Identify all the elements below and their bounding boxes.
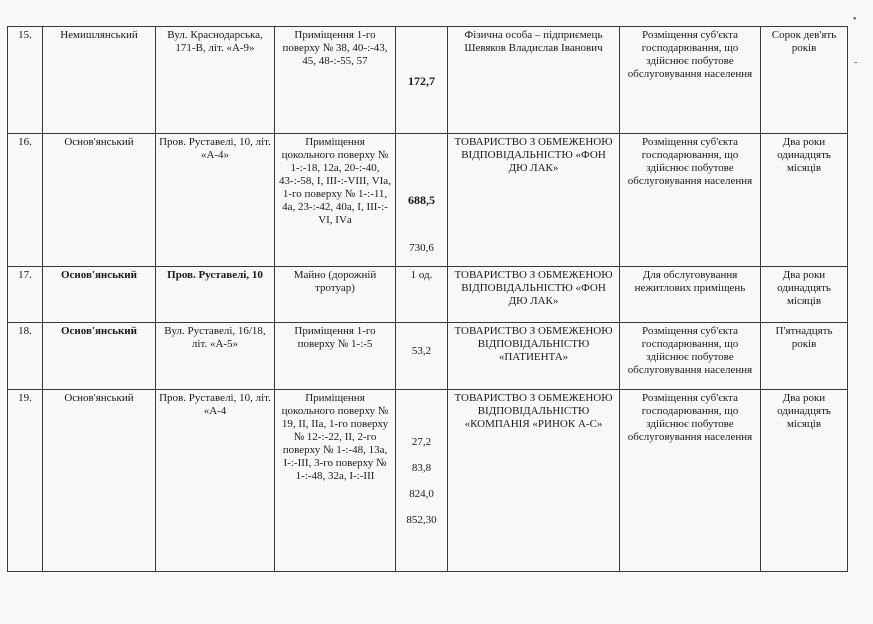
area-value: 83,8 <box>411 462 432 474</box>
table-row <box>8 390 848 572</box>
row-number: 19. <box>8 390 43 572</box>
term-cell: Два роки одинадцять місяців <box>761 134 848 267</box>
address-cell: Вул. Руставелі, 16/18, літ. «А-5» <box>156 323 275 390</box>
premises-cell: Майно (дорожній тротуар) <box>275 267 396 323</box>
area-value: 27,2 <box>411 436 432 448</box>
address-cell: Пров. Руставелі, 10, літ. «А-4» <box>156 134 275 267</box>
table-row <box>8 27 848 134</box>
row-number: 18. <box>8 323 43 390</box>
term-cell: Два роки одинадцять місяців <box>761 390 848 572</box>
premises-cell: Приміщення 1-го поверху № 38, 40-:-43, 45, 48-:-55, 57 <box>275 27 396 134</box>
district-cell: Основ'янський <box>43 323 156 390</box>
purpose-cell: Розміщення суб'єкта господарювання, що здійснює побутове обслуговування населення <box>620 134 761 267</box>
premises-cell: Приміщення цокольного поверху № 1-:-18, 12а, 20-:-40, 43-:-58, І, ІІІ-:-VIII, VІа, 1-го поверху № 1-:-11, 4а, 23-:-42, 40а, І, ІІІ-:-VІ, ІVа <box>275 134 396 267</box>
term-cell: Сорок дев'ять років <box>761 27 848 134</box>
district-cell: Основ'янський <box>43 134 156 267</box>
purpose-cell: Розміщення суб'єкта господарювання, що здійснює побутове обслуговування населення <box>620 390 761 572</box>
address-cell: Пров. Руставелі, 10, літ. «А-4 <box>156 390 275 572</box>
scan-speck: - <box>854 57 858 68</box>
area-value: 824,0 <box>409 488 434 500</box>
term-cell: П'ятнадцять років <box>761 323 848 390</box>
term-cell: Два роки одинадцять місяців <box>761 267 848 323</box>
tenant-cell: Фізична особа – підприємець Шевяков Владислав Іванович <box>448 27 620 134</box>
purpose-cell: Розміщення суб'єкта господарювання, що здійснює побутове обслуговування населення <box>620 323 761 390</box>
tenant-cell: ТОВАРИСТВО З ОБМЕЖЕНОЮ ВІДПОВІДАЛЬНІСТЮ «КОМПАНІЯ «РИНОК А-С» <box>448 390 620 572</box>
district-cell: Основ'янський <box>43 267 156 323</box>
tenant-cell: ТОВАРИСТВО З ОБМЕЖЕНОЮ ВІДПОВІДАЛЬНІСТЮ «ФОН ДЮ ЛАК» <box>448 267 620 323</box>
area-value: 53,2 <box>411 345 432 357</box>
lease-register-table <box>7 26 848 572</box>
premises-cell: Приміщення 1-го поверху № 1-:-5 <box>275 323 396 390</box>
address-cell: Вул. Краснодарська, 171-В, літ. «А-9» <box>156 27 275 134</box>
tenant-cell: ТОВАРИСТВО З ОБМЕЖЕНОЮ ВІДПОВІДАЛЬНІСТЮ «ПАТИЕНТА» <box>448 323 620 390</box>
area-value: 852,30 <box>406 514 437 526</box>
district-cell: Немишлянський <box>43 27 156 134</box>
area-cell <box>396 323 448 390</box>
area-value: 688,5 <box>408 193 435 207</box>
table-row <box>8 267 848 323</box>
area-cell <box>396 390 448 572</box>
area-cell <box>396 134 448 267</box>
area-value: 172,7 <box>408 74 435 88</box>
purpose-cell: Розміщення суб'єкта господарювання, що здійснює побутове обслуговування населення <box>620 27 761 134</box>
area-cell <box>396 27 448 134</box>
address-cell: Пров. Руставелі, 10 <box>156 267 275 323</box>
area-cell: 1 од. <box>396 267 448 323</box>
row-number: 17. <box>8 267 43 323</box>
district-cell: Основ'янський <box>43 390 156 572</box>
purpose-cell: Для обслуговування нежитлових приміщень <box>620 267 761 323</box>
area-value: 730,6 <box>409 242 434 254</box>
premises-cell: Приміщення цокольного поверху № 19, ІІ, ІІа, 1-го поверху № 12-:-22, ІІ, 2-го поверху № 1-:-48, 13а, І-:-ІІІ, 3-го поверху № 1-:-48, 32а, І-:-ІІІ <box>275 390 396 572</box>
row-number: 16. <box>8 134 43 267</box>
tenant-cell: ТОВАРИСТВО З ОБМЕЖЕНОЮ ВІДПОВІДАЛЬНІСТЮ «ФОН ДЮ ЛАК» <box>448 134 620 267</box>
table-row <box>8 134 848 267</box>
table-row <box>8 323 848 390</box>
scan-speck: • <box>853 14 857 25</box>
row-number: 15. <box>8 27 43 134</box>
